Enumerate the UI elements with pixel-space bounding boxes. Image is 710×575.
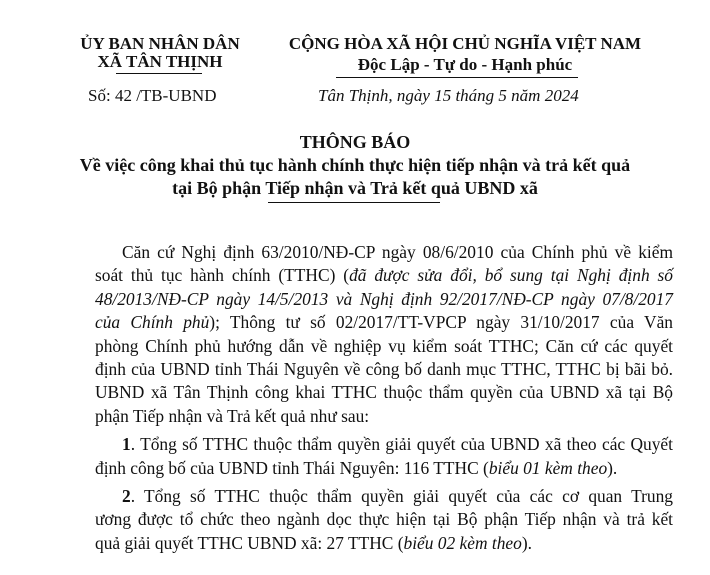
left-header-underline xyxy=(116,73,202,74)
document-number-value: 42 xyxy=(114,86,132,105)
national-motto: CỘNG HÒA XÃ HỘI CHỦ NGHĨA VIỆT NAM xyxy=(288,34,642,53)
date-month: 5 xyxy=(498,86,507,105)
paragraph-1-line-1: Căn cứ Nghị định 63/2010/NĐ-CP ngày 08/6/2010 của Chính phủ về kiểm xyxy=(122,242,673,262)
item-1-note: biểu 01 kèm theo xyxy=(488,457,608,478)
title-underline xyxy=(268,202,440,203)
date-prefix: Tân Thịnh, ngày xyxy=(318,86,430,105)
paragraph-1-line-6: định của UBND tỉnh Thái Nguyên về công bố danh mục TTHC, TTHC bị bãi bỏ. xyxy=(95,359,673,380)
notice-body xyxy=(95,241,673,555)
paragraph-1-line-8: phận Tiếp nhận và Trả kết quả như sau: xyxy=(95,405,370,426)
item-2-line-1: 2. Tổng số TTHC thuộc thẩm quyền giải quyết của các cơ quan Trung xyxy=(122,486,673,507)
item-2-number: 2 xyxy=(122,486,131,507)
item-2-line-2: ương được tổ chức theo ngành dọc thực hiện tại Bộ phận Tiếp nhận và trả kết xyxy=(95,509,673,530)
document-number xyxy=(88,86,216,106)
agency-name: ỦY BAN NHÂN DÂN xyxy=(80,34,240,53)
paragraph-1-line-2: soát thủ tục hành chính (TTHC) (đã được sửa đổi, bổ sung tại Nghị định số xyxy=(95,265,673,286)
document-number-prefix: Số: xyxy=(88,86,111,105)
commune-name: XÃ TÂN THỊNH xyxy=(97,52,223,71)
paragraph-1-line-5: phòng Chính phủ hướng dẫn về nghiệp vụ kiểm soát TTHC; Căn cứ các quyết xyxy=(95,335,673,356)
item-2-note: biểu 02 kèm theo xyxy=(403,532,522,553)
document-number-suffix: /TB-UBND xyxy=(136,86,217,105)
date-month-label: tháng xyxy=(455,86,495,105)
item-1-line-2: định công bố của UBND tỉnh Thái Nguyên: 116 TTHC (biểu 01 kèm theo). xyxy=(95,457,618,478)
national-slogan: Độc Lập - Tự do - Hạnh phúc xyxy=(357,55,573,74)
notice-heading: THÔNG BÁO xyxy=(299,132,411,152)
paragraph-1-line-3: 48/2013/NĐ-CP ngày 14/5/2013 và Nghị định 92/2017/NĐ-CP ngày 07/8/2017 xyxy=(95,288,673,309)
date-day: 15 xyxy=(434,86,452,105)
paragraph-1-line-4: của Chính phủ); Thông tư số 02/2017/TT-VPCP ngày 31/10/2017 của Văn xyxy=(95,312,673,333)
notice-subtitle-line1: Về việc công khai thủ tục hành chính thực hiện tiếp nhận và trả kết quả xyxy=(79,155,631,175)
paragraph-1-line-7: UBND xã Tân Thịnh công khai TTHC thuộc thẩm quyền của UBND xã tại Bộ xyxy=(95,382,673,403)
right-header-underline xyxy=(336,77,578,78)
item-1-line-1: 1. Tổng số TTHC thuộc thẩm quyền giải quyết của UBND xã theo các Quyết xyxy=(122,434,673,455)
document-date xyxy=(318,86,579,106)
item-2-line-3: quả giải quyết TTHC UBND xã: 27 TTHC (biểu 02 kèm theo). xyxy=(95,532,532,553)
date-year: năm 2024 xyxy=(511,86,579,105)
notice-subtitle-line2: tại Bộ phận Tiếp nhận và Trả kết quả UBND xã xyxy=(172,178,538,198)
item-1-number: 1 xyxy=(122,434,131,455)
